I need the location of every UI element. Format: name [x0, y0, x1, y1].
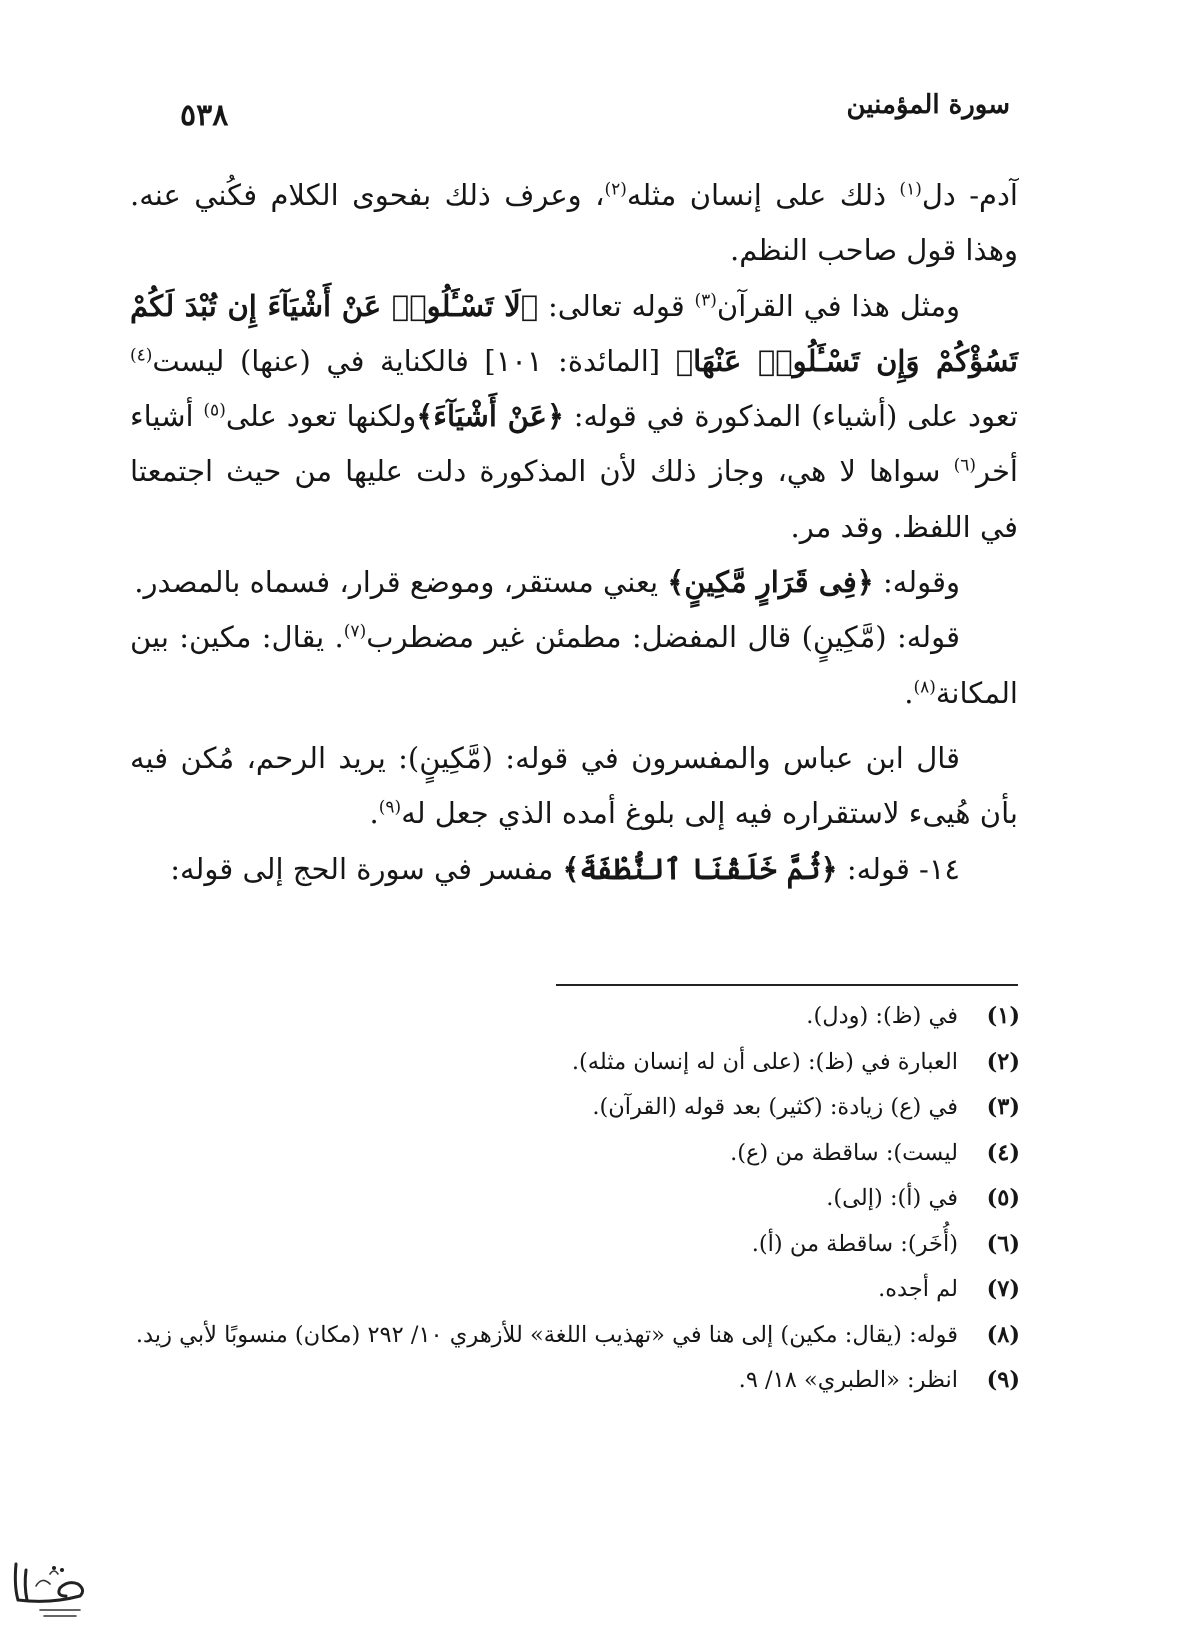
text-run: ولكنها تعود على	[225, 399, 417, 434]
text-run: قال ابن عباس والمفسرون في قوله: (مَّكِينٍ): يريد الرحم، مُكن فيه بأن هُيىء لاستقراره فيه إلى بلوغ أمده الذي جعل له	[130, 740, 1018, 831]
text-run: قوله تعالى:	[538, 288, 695, 323]
footnote-number: (٢)	[986, 1048, 1020, 1075]
text-run: أشياء أخر	[130, 399, 1018, 489]
text-run: مفسر في سورة الحج إلى قوله:	[170, 851, 563, 886]
footnote-number: (٨)	[986, 1321, 1020, 1348]
footnote-ref-8: (٨)	[913, 677, 936, 698]
footnote-ref-4: (٤)	[130, 345, 153, 366]
text-run: ، وعرف ذلك بفحوى الكلام فكُني عنه. وهذا قول صاحب النظم.	[130, 178, 1018, 268]
footnote-number: (٤)	[986, 1139, 1020, 1166]
paragraph-1	[130, 168, 1018, 279]
footnote-ref-5: (٥)	[203, 400, 226, 421]
footnote-text: (أُخَر): ساقطة من (أ).	[751, 1230, 958, 1257]
footnote-text: ليست): ساقطة من (ع).	[730, 1139, 958, 1166]
footnote-text: انظر: «الطبري» ١٨/ ٩.	[738, 1367, 958, 1393]
text-run: .	[904, 675, 914, 710]
text-run: ومثل هذا في القرآن	[716, 288, 961, 323]
footnote-number: (٩)	[986, 1367, 1020, 1393]
paragraph-5	[130, 731, 1018, 842]
calligraphy-stamp	[10, 1556, 90, 1626]
footnote-item	[110, 994, 1020, 1040]
page-header	[180, 70, 1010, 133]
footnote-ref-2: (٢)	[604, 179, 627, 200]
footnote-number: (٣)	[986, 1094, 1020, 1120]
paragraph-4	[130, 610, 1018, 721]
footnote-text: في (ظ): (ودل).	[806, 1003, 958, 1029]
footnote-number: (١)	[986, 1003, 1020, 1029]
footnote-text: في (ع) زيادة: (كثير) بعد قوله (القرآن).	[592, 1094, 958, 1120]
footnote-ref-1: (١)	[899, 179, 922, 200]
footnote-divider	[556, 984, 1018, 986]
text-run: [المائدة: ١٠١] فالكناية في (عنها) ليست	[152, 343, 676, 378]
paragraph-2	[130, 279, 1018, 555]
text-run: ١٤- قوله:	[837, 851, 960, 886]
text-run: يعني مستقر، وموضع قرار، فسماه بالمصدر.	[134, 565, 668, 600]
text-run: قوله: (مَّكِينٍ) قال المفضل: مطمئن غير مضطرب	[366, 620, 960, 655]
paragraph-3	[130, 555, 1018, 610]
footnote-ref-3: (٣)	[694, 289, 717, 310]
quran-verse: ﴿لَا تَسْـَٔلُوا۟ عَنْ أَشْيَآءَ إِن تُبْدَ لَكُمْ تَسُؤْكُمْ وَإِن تَسْـَٔلُوا۟ عَنْهَا﴾	[130, 288, 1018, 378]
quran-verse: ﴿ثُمَّ خَلَقْنَا ٱلنُّطْفَةَ﴾	[562, 851, 838, 886]
footnote-text: في (أ): (إلى).	[826, 1185, 958, 1211]
text-run: تعود على (أشياء) المذكورة في قوله:	[563, 399, 1018, 434]
footnote-number: (٧)	[986, 1276, 1020, 1302]
text-run: سواها لا هي، وجاز ذلك لأن المذكورة دلت عليها من حيث اجتمعتا في اللفظ. وقد مر.	[130, 454, 1018, 544]
footnote-ref-9: (٩)	[378, 797, 402, 818]
footnote-text: العبارة في (ظ): (على أن له إنسان مثله).	[571, 1048, 958, 1075]
footnotes	[110, 994, 1020, 1404]
quran-verse: ﴿عَنْ أَشْيَآءَ﴾	[416, 399, 564, 434]
page-number: ٥٣٨	[180, 98, 229, 133]
text-run: . يقال: مكين: بين المكانة	[130, 620, 1018, 710]
surah-title: سورة المؤمنين	[846, 90, 1010, 120]
text-run: آدم- دل	[921, 178, 1018, 212]
quran-verse: ﴿فِى قَرَارٍ مَّكِينٍ﴾	[667, 565, 874, 600]
footnote-item	[110, 1313, 1020, 1359]
main-text	[130, 168, 1018, 897]
footnote-text: قوله: (يقال: مكين) إلى هنا في «تهذيب اللغة» للأزهري ١٠/ ٢٩٢ (مكان) منسوبًا لأبي زيد.	[135, 1321, 958, 1348]
footnote-number: (٦)	[986, 1230, 1020, 1257]
footnote-ref-7: (٧)	[343, 621, 367, 642]
text-run: وقوله:	[873, 565, 960, 600]
stamp-logo-icon	[10, 1556, 90, 1626]
footnote-ref-6: (٦)	[953, 455, 976, 476]
footnote-text: لم أجده.	[878, 1276, 958, 1302]
text-run: .	[369, 796, 379, 831]
footnote-item	[110, 1267, 1020, 1313]
footnote-item	[110, 1358, 1020, 1404]
text-run: ذلك على إنسان مثله	[626, 178, 900, 212]
paragraph-6	[130, 842, 1018, 897]
footnote-item	[110, 1222, 1020, 1268]
footnote-item	[110, 1040, 1020, 1086]
footnote-item	[110, 1131, 1020, 1177]
footnote-item	[110, 1085, 1020, 1131]
footnote-item	[110, 1176, 1020, 1222]
footnote-number: (٥)	[986, 1185, 1020, 1211]
